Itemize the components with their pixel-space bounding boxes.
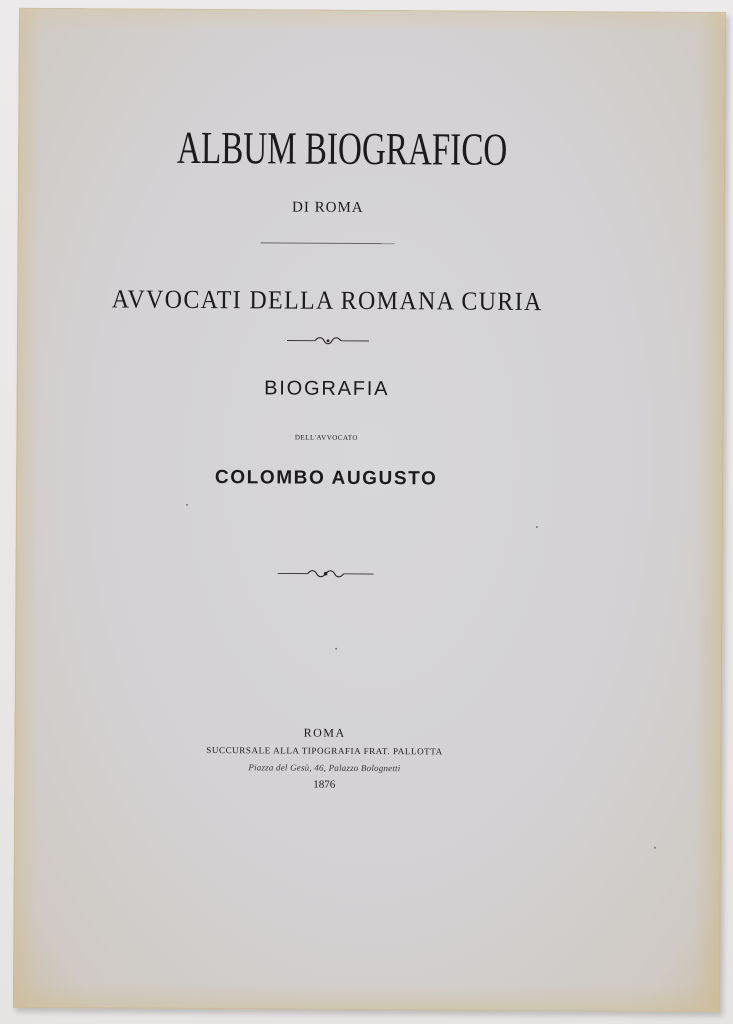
subject-name: COLOMBO AUGUSTO	[214, 467, 438, 490]
divider-rule	[261, 242, 395, 244]
paper-speck	[335, 648, 337, 650]
imprint-city: ROMA	[303, 725, 346, 740]
document-title: ALBUM BIOGRAFICO	[176, 121, 508, 175]
aged-edge-bottom	[13, 982, 720, 1012]
paper-speck	[536, 526, 538, 528]
document-subtitle: DI ROMA	[292, 199, 364, 216]
imprint-year: 1876	[313, 778, 336, 791]
aged-edge-left	[13, 8, 41, 1008]
biography-label: BIOGRAFIA	[264, 377, 390, 401]
paper-speck	[654, 847, 656, 849]
subject-prefix: DELL'AVVOCATO	[294, 433, 359, 442]
aged-edge-top	[19, 8, 726, 34]
flourish-ornament-large	[278, 568, 374, 579]
imprint-address: Piazza del Gesù, 46, Palazzo Bolognetti	[248, 762, 401, 774]
imprint-publisher: SUCCURSALE ALLA TIPOGRAFIA FRAT. PALLOTTA	[206, 745, 443, 757]
section-heading: AVVOCATI DELLA ROMANA CURIA	[111, 284, 543, 317]
flourish-ornament-small	[287, 335, 369, 346]
paper-speck	[186, 504, 188, 506]
title-page	[13, 8, 726, 1012]
